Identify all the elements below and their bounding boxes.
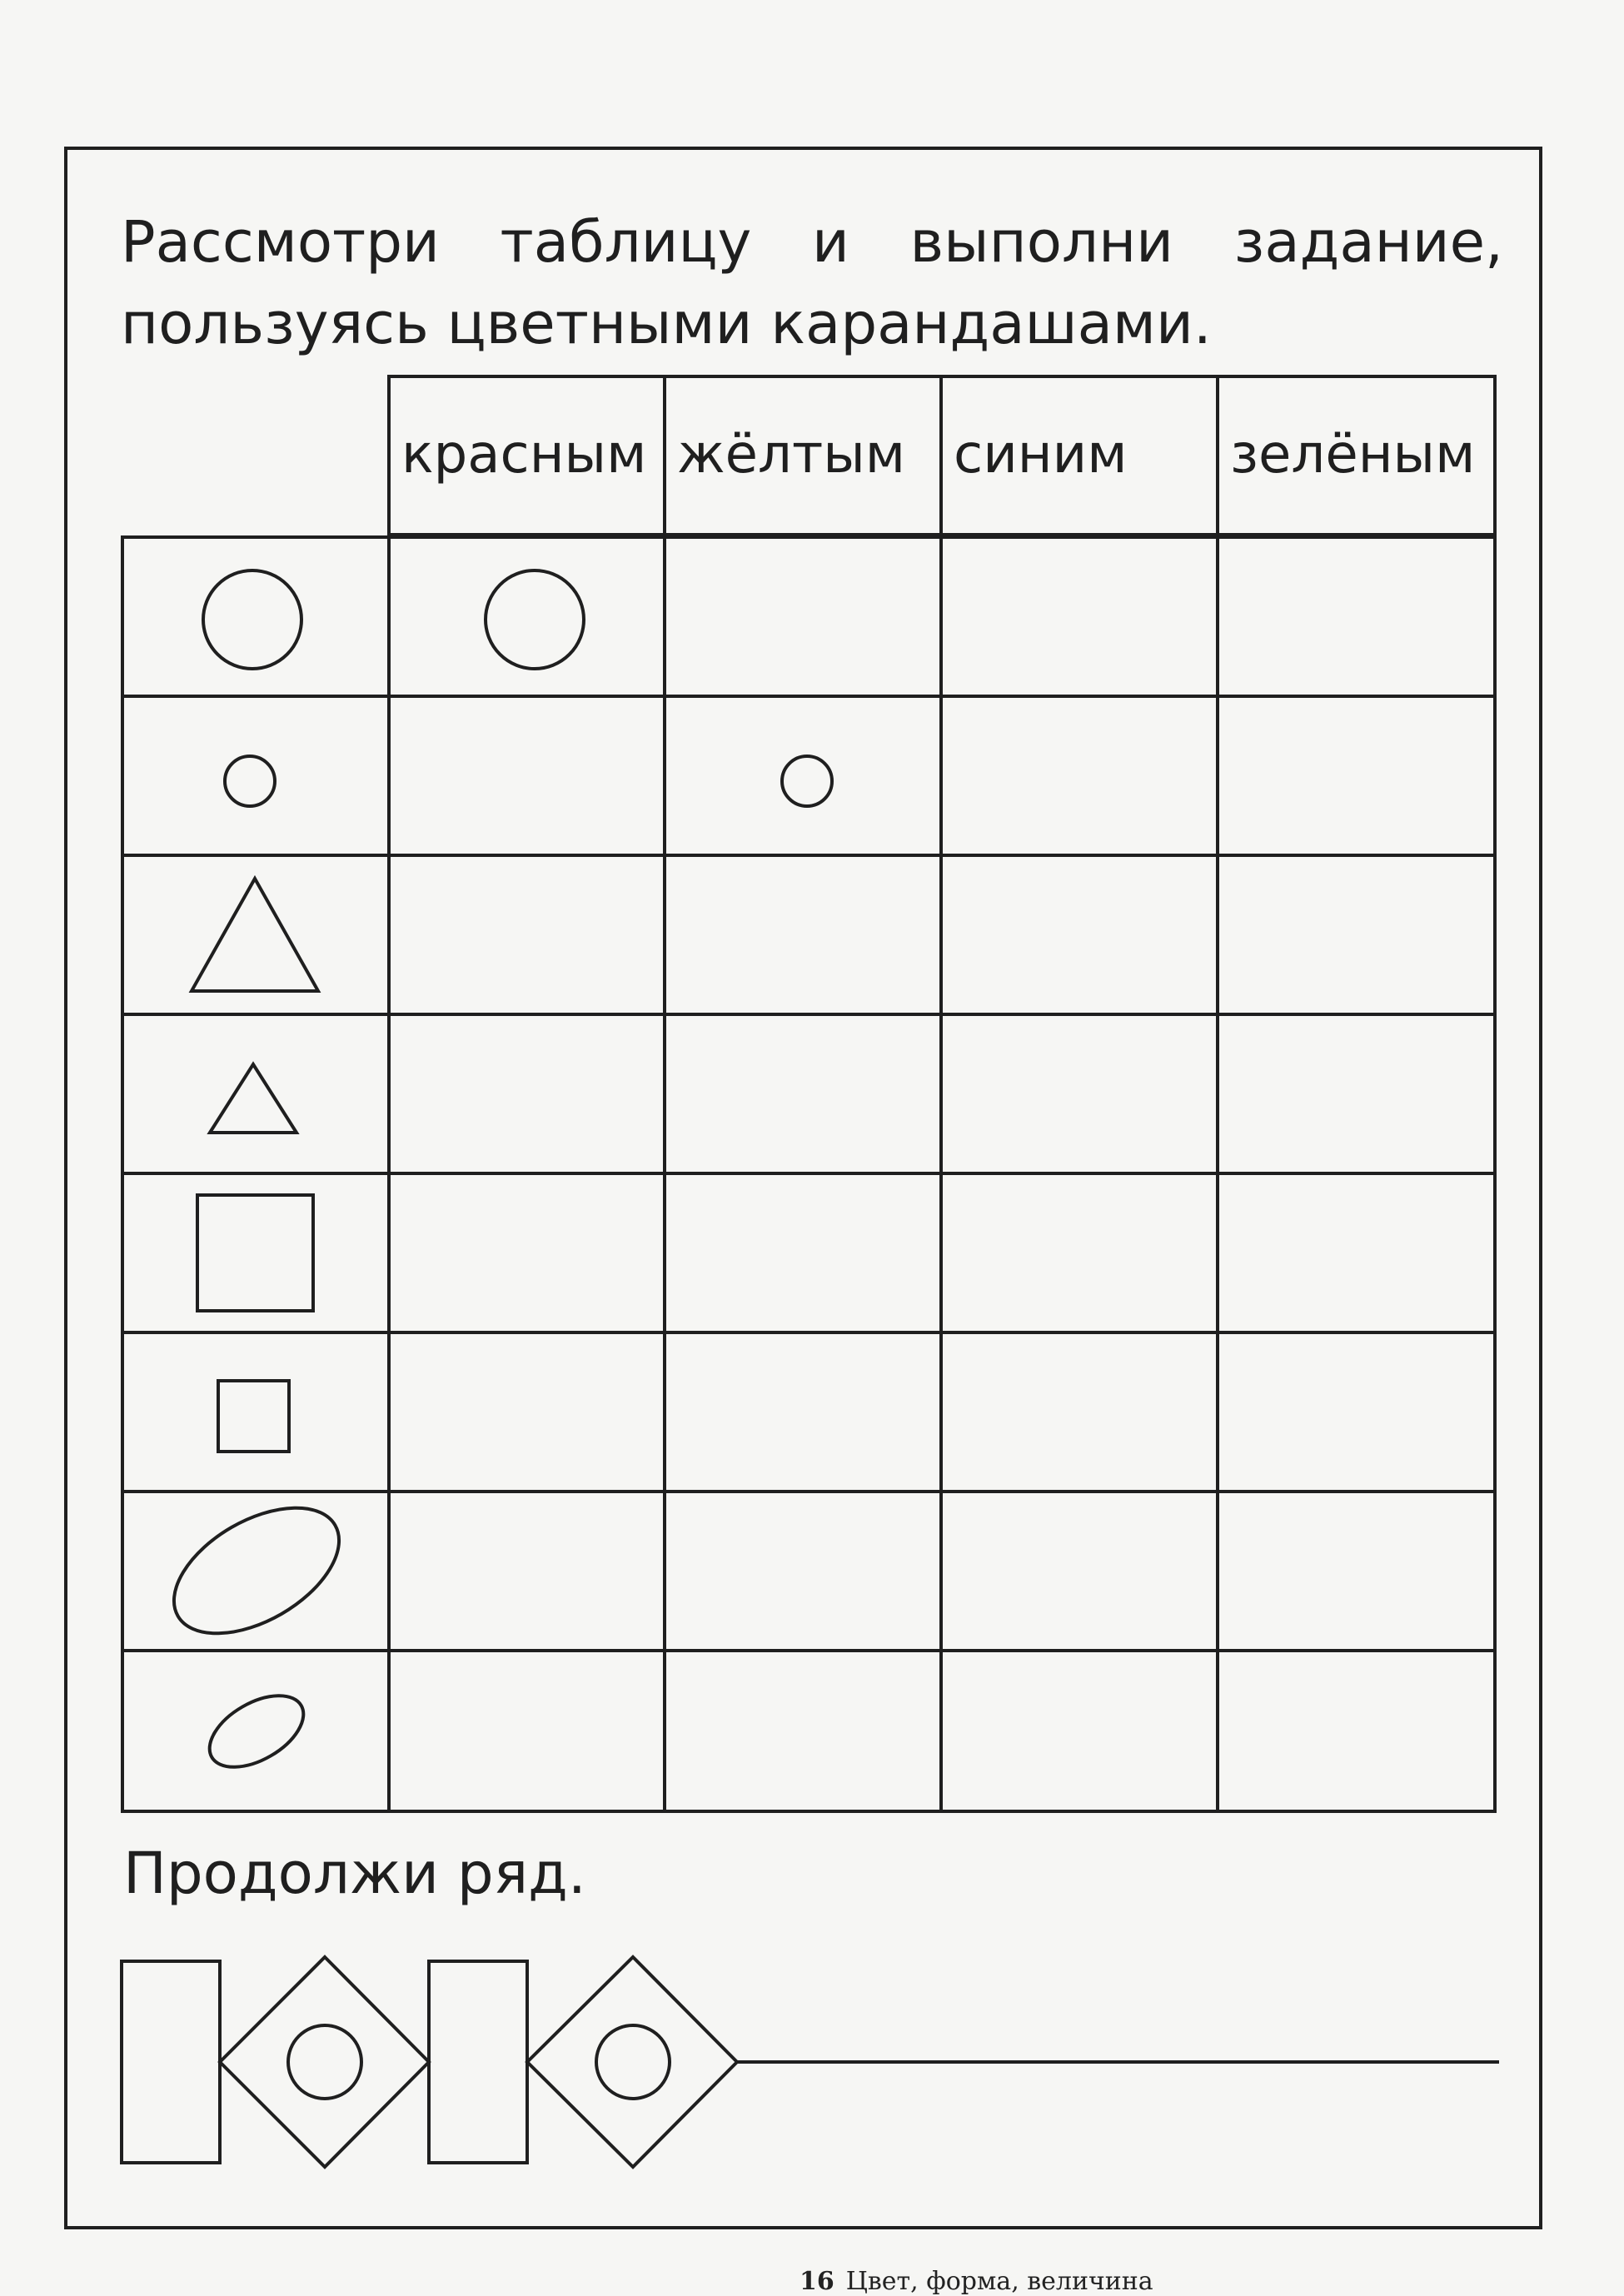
big-circle-icon	[203, 570, 301, 669]
rectangle-icon	[429, 1961, 527, 2163]
coloring-table	[121, 375, 1497, 1813]
rectangle-icon	[122, 1961, 220, 2163]
column-header-yellow: жёлтым	[677, 424, 906, 486]
small-oval-icon	[197, 1681, 315, 1782]
column-header-red: красным	[401, 424, 647, 486]
column-header-blue: синим	[954, 424, 1128, 486]
table-grid	[121, 375, 1497, 1813]
small-circle-icon	[225, 756, 275, 806]
diamond-with-circle-icon	[220, 1957, 429, 2167]
small-triangle-icon	[210, 1064, 296, 1133]
instruction-text: Рассмотри таблицу и выполни задание, пользуясь цветными карандашами.	[121, 209, 1503, 357]
sequence-title: Продолжи ряд.	[123, 1840, 586, 1907]
sample-big-circle-icon	[486, 570, 584, 669]
small-square-icon	[218, 1381, 289, 1452]
inner-circle-icon	[596, 2025, 670, 2099]
big-square-icon	[197, 1195, 313, 1311]
big-triangle-icon	[192, 879, 318, 991]
shape-sequence	[117, 1949, 1507, 2174]
footer-caption: Цвет, форма, величина	[845, 2267, 1153, 2296]
page-number: 16	[800, 2267, 834, 2296]
sample-small-circle-icon	[782, 756, 832, 806]
inner-circle-icon	[288, 2025, 361, 2099]
diamond-with-circle-icon	[527, 1957, 737, 2167]
column-header-green: зелёным	[1230, 424, 1476, 486]
big-oval-icon	[153, 1482, 361, 1660]
page-footer	[800, 2267, 1153, 2296]
